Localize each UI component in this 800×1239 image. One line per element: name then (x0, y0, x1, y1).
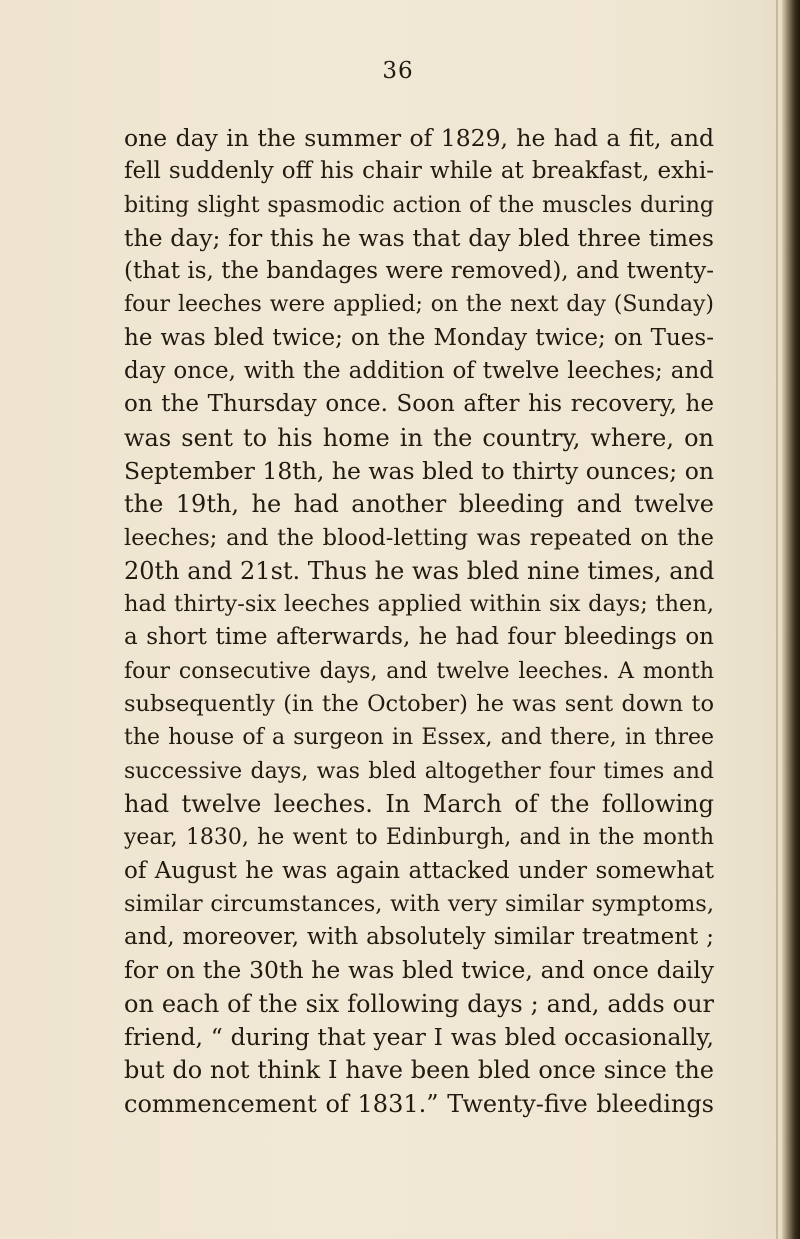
text-line: year, 1830, he went to Edinburgh, and in the month (124, 825, 714, 851)
text-line: fell suddenly off his chair while at breakfast, exhi- (124, 158, 714, 185)
text-line: successive days, was bled altogether four times and (124, 758, 714, 784)
text-line: for on the 30th he was bled twice, and once daily (124, 956, 714, 985)
text-line: on each of the six following days ; and, adds our (124, 989, 714, 1018)
text-line: subsequently (in the October) he was sent down to (124, 691, 714, 718)
book-binding-edge (782, 0, 800, 1239)
binding-shadow-line (776, 0, 778, 1239)
text-line: 20th and 21st. Thus he was bled nine times, and (124, 556, 715, 585)
text-line: September 18th, he was bled to thirty ounces; on (124, 456, 714, 485)
text-line: one day in the summer of 1829, he had a fit, and (124, 124, 714, 152)
text-line: of August he was again attacked under somewhat (124, 857, 714, 884)
text-line: on the Thursday once. Soon after his recovery, he (124, 391, 714, 418)
page-number: 36 (382, 58, 414, 84)
text-line: day once, with the addition of twelve leeches; and (124, 358, 714, 385)
body-text (124, 122, 714, 1121)
text-line: and, moreover, with absolutely similar treatment ; (124, 924, 714, 951)
text-line: four leeches were applied; on the next day (Sunday) (124, 292, 714, 318)
text-line: the 19th, he had another bleeding and twelve (124, 490, 714, 519)
text-line: biting slight spasmodic action of the muscles during (124, 192, 714, 218)
text-line: the day; for this he was that day bled three times (124, 223, 714, 252)
text-line: but do not think I have been bled once since the (124, 1056, 714, 1085)
text-line: four consecutive days, and twelve leeches. A month (124, 658, 714, 684)
text-line: commencement of 1831.” Twenty-five bleedings (124, 1089, 714, 1118)
text-line: the house of a surgeon in Essex, and there, in three (124, 725, 714, 751)
text-line: friend, “ during that year I was bled occasionally, (124, 1023, 714, 1052)
text-line: a short time afterwards, he had four bleedings on (124, 624, 714, 651)
text-line: had thirty-six leeches applied within six days; then, (124, 591, 714, 618)
text-line: similar circumstances, with very similar symptoms, (124, 890, 714, 917)
text-line: had twelve leeches. In March of the following (124, 789, 714, 818)
text-line: he was bled twice; on the Monday twice; on Tues- (124, 324, 714, 351)
text-line: (that is, the bandages were removed), and twenty- (124, 258, 714, 285)
text-line: was sent to his home in the country, where, on (124, 423, 714, 452)
text-line: leeches; and the blood-letting was repeated on the (124, 524, 714, 551)
